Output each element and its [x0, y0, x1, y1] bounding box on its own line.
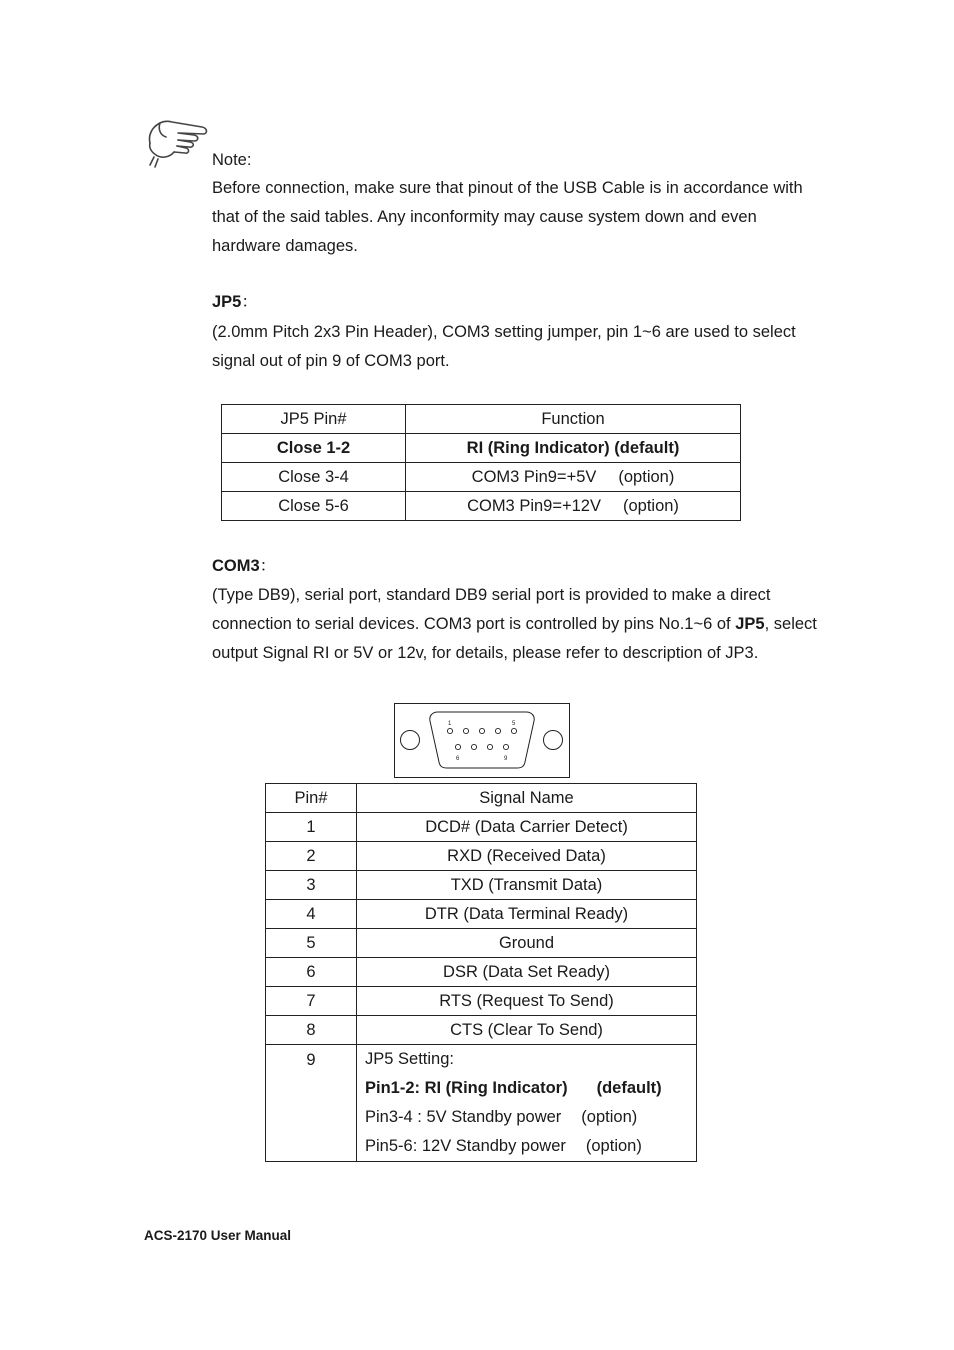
jp5-description: (2.0mm Pitch 2x3 Pin Header), COM3 setting jumper, pin 1~6 are used to select signal out of pin 9 of COM3 port. [212, 323, 796, 370]
table-cell: CTS (Clear To Send) [357, 1016, 697, 1045]
table-cell: RXD (Received Data) [357, 842, 697, 871]
table-header-cell: Function [406, 405, 741, 434]
function-text: COM3 Pin9=+5V [471, 467, 597, 486]
jp5-heading-colon: ： [241, 293, 258, 311]
table-cell: Close 3-4 [222, 463, 406, 492]
table-row [266, 987, 697, 1016]
note-text: Before connection, make sure that pinout of the USB Cable is in accordance with that of the said tables. Any inconformity may cause system down and even hardware damages. [212, 179, 803, 255]
pin-label-6: 6 [456, 756, 460, 762]
com3-description-bold: JP5 [735, 614, 765, 633]
db9-connector-diagram [394, 703, 570, 778]
table-cell [406, 492, 741, 521]
table-cell: DTR (Data Terminal Ready) [357, 900, 697, 929]
table-cell: 3 [266, 871, 357, 900]
table-cell: 1 [266, 813, 357, 842]
table-row [266, 1045, 697, 1162]
com3-description [212, 581, 817, 667]
setting-value: (option) [585, 1137, 642, 1155]
table-row [266, 1016, 697, 1045]
table-header-row [266, 784, 697, 813]
table-cell: 6 [266, 958, 357, 987]
com3-heading-colon: ： [259, 557, 277, 575]
com3-description-part2: , select output Signal RI or 5V or 12v, for details, please refer to description of JP3. [212, 614, 817, 662]
table-row [266, 842, 697, 871]
table-cell: 9 [266, 1045, 357, 1162]
pin9-setting-line [365, 1103, 696, 1132]
table-cell: 5 [266, 929, 357, 958]
table-cell: 7 [266, 987, 357, 1016]
option-text: (option) [618, 467, 675, 486]
footer-manual-title: ACS-2170 User Manual [144, 1228, 292, 1243]
table-row [266, 929, 697, 958]
com3-heading: COM3 [212, 557, 260, 575]
pointing-hand-icon [144, 113, 210, 169]
table-header-cell: Signal Name [357, 784, 697, 813]
table-row [266, 813, 697, 842]
table-cell: Close 1-2 [222, 434, 406, 463]
pin9-setting-line [365, 1132, 696, 1161]
pin-label-9: 9 [504, 756, 508, 762]
setting-value: (default) [596, 1079, 662, 1097]
table-cell: 2 [266, 842, 357, 871]
table-cell: RI (Ring Indicator) (default) [406, 434, 741, 463]
table-cell [406, 463, 741, 492]
com3-description-part1: (Type DB9), serial port, standard DB9 serial port is provided to make a direct connection to serial devices. COM3 port is controlled by pins No.1~6 of [212, 586, 771, 633]
pin-label-1: 1 [448, 721, 452, 727]
table-cell: 4 [266, 900, 357, 929]
setting-value: (option) [581, 1108, 638, 1126]
table-row [222, 463, 741, 492]
table-row [222, 492, 741, 521]
table-header-row [222, 405, 741, 434]
table-cell: TXD (Transmit Data) [357, 871, 697, 900]
option-text: (option) [622, 496, 679, 515]
table-cell: DCD# (Data Carrier Detect) [357, 813, 697, 842]
jp5-table [221, 404, 741, 521]
table-row [266, 900, 697, 929]
table-row [222, 434, 741, 463]
table-cell: RTS (Request To Send) [357, 987, 697, 1016]
jp5-heading-row [212, 290, 258, 314]
com3-heading-row [212, 554, 276, 578]
table-cell: 8 [266, 1016, 357, 1045]
function-text: COM3 Pin9=+12V [467, 496, 601, 515]
table-cell: DSR (Data Set Ready) [357, 958, 697, 987]
setting-label: Pin1-2: RI (Ring Indicator) [365, 1079, 568, 1097]
table-header-cell: Pin# [266, 784, 357, 813]
table-row [266, 871, 697, 900]
table-cell: Ground [357, 929, 697, 958]
table-row [266, 958, 697, 987]
table-header-cell: JP5 Pin# [222, 405, 406, 434]
pin9-setting-line [365, 1074, 696, 1103]
jp5-heading: JP5 [212, 293, 242, 311]
setting-label: Pin5-6: 12V Standby power [365, 1137, 566, 1155]
com3-pin-table [265, 783, 697, 1162]
note-label: Note: [212, 151, 252, 169]
pin-label-5: 5 [512, 721, 516, 727]
table-cell: Close 5-6 [222, 492, 406, 521]
setting-label: Pin3-4 : 5V Standby power [365, 1108, 562, 1126]
pin9-settings-title: JP5 Setting: [365, 1050, 454, 1068]
pin9-settings-cell [357, 1045, 697, 1162]
